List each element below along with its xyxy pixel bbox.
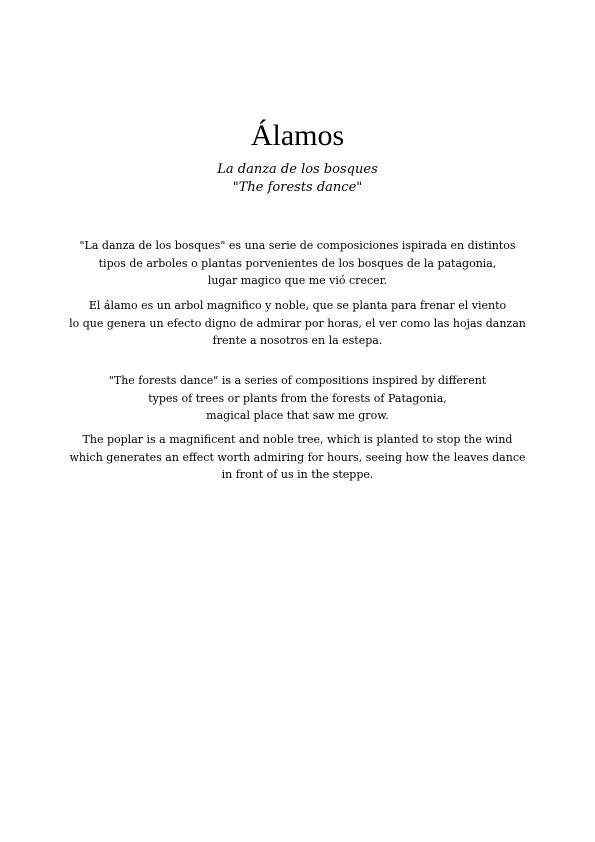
paragraph-line: lo que genera un efecto digno de admirar por horas, el ver como las hojas danzan: [69, 316, 526, 330]
paragraph-line: which generates an effect worth admiring for hours, seeing how the leaves dance: [69, 450, 526, 464]
paragraph-intro-spanish: [40, 237, 555, 290]
paragraph-poplar-english: [40, 431, 555, 484]
paragraph-line: magical place that saw me grow.: [206, 409, 389, 422]
page-title: Álamos: [250, 119, 345, 152]
subtitle-spanish: La danza de los bosques: [217, 162, 378, 177]
paragraph-line: types of trees or plants from the forests of Patagonia,: [148, 391, 447, 405]
subtitle-english: "The forests dance": [232, 180, 363, 195]
paragraph-intro-english: [40, 372, 555, 425]
paragraph-line: "The forests dance" is a series of compositions inspired by different: [108, 374, 487, 387]
paragraph-line: "La danza de los bosques" es una serie de composiciones ispirada en distintos: [79, 239, 516, 252]
paragraph-line: tipos de arboles o plantas porvenientes de los bosques de la patagonia,: [98, 256, 497, 270]
paragraph-line: El álamo es un arbol magnifico y noble, que se planta para frenar el viento: [88, 299, 507, 312]
paragraph-line: frente a nosotros en la estepa.: [212, 334, 383, 347]
paragraph-line: in front of us in the steppe.: [221, 468, 374, 481]
paragraph-poplar-spanish: [40, 297, 555, 350]
paragraph-line: The poplar is a magnificent and noble tree, which is planted to stop the wind: [82, 433, 513, 446]
paragraph-line: lugar magico que me vió crecer.: [207, 274, 388, 287]
